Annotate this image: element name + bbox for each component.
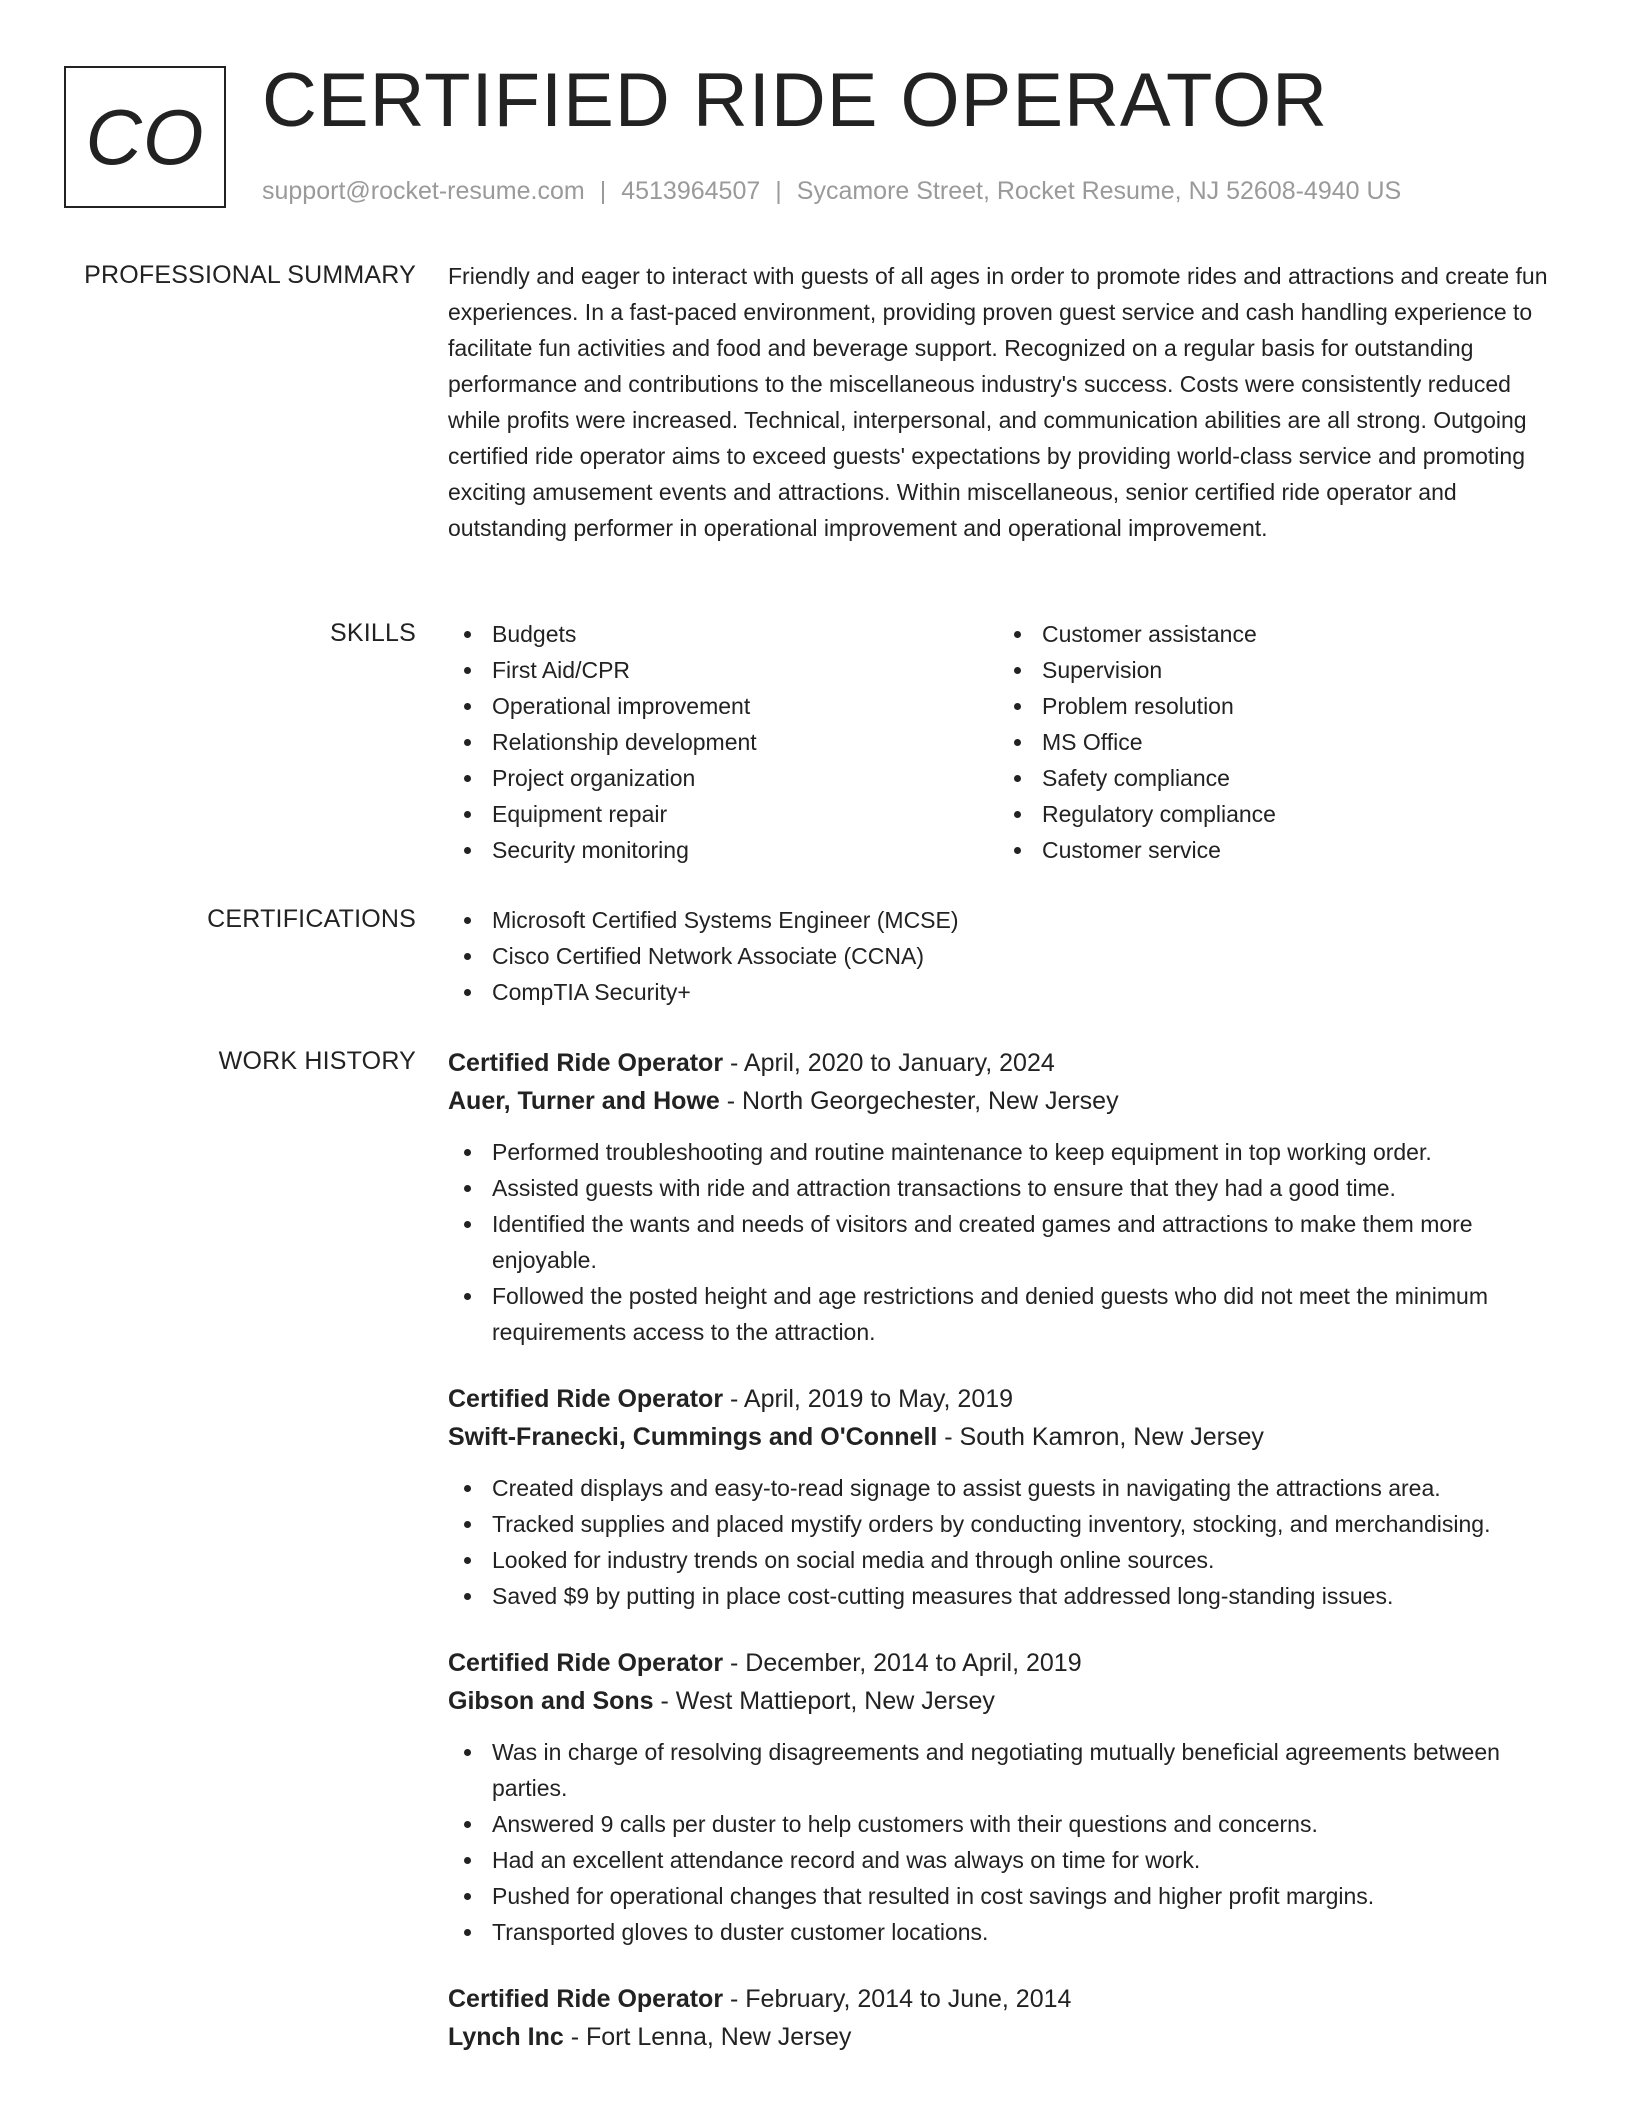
section-heading-certifications: CERTIFICATIONS [207, 905, 416, 933]
job-dates: - February, 2014 to June, 2014 [723, 1985, 1072, 2013]
job-title-line [448, 1980, 1568, 2018]
skill-item: Project organization [448, 760, 998, 796]
summary-text: Friendly and eager to interact with guests of all ages in order to promote rides and attractions and create fun experiences. In a fast-paced environment, providing proven guest service and cash handling experience to facilitate fun activities and food and beverage support. Recognized on a regular basis for outstanding performance and contributions to the miscellaneous industry's success. Costs were consistently reduced while profits were increased. Technical, interpersonal, and communication abilities are all strong. Outgoing certified ride operator aims to exceed guests' expectations by providing world-class service and promoting exciting amusement events and attractions. Within miscellaneous, senior certified ride operator and outstanding performer in operational improvement and operational improvement. [448, 263, 1548, 541]
skills-column-left [448, 616, 998, 868]
certifications-list [448, 902, 1568, 1010]
skill-item: Security monitoring [448, 832, 998, 868]
job-duty-item: Looked for industry trends on social media and through online sources. [448, 1542, 1568, 1578]
job-duty-item: Performed troubleshooting and routine maintenance to keep equipment in top working order. [448, 1134, 1568, 1170]
job-duty-item: Was in charge of resolving disagreements and negotiating mutually beneficial agreements between parties. [448, 1734, 1568, 1806]
job-duties-list [448, 1134, 1568, 1350]
job-location: - Fort Lenna, New Jersey [563, 2023, 852, 2051]
skill-item: Customer service [998, 832, 1548, 868]
contact-address: Sycamore Street, Rocket Resume, NJ 52608-4940 US [796, 177, 1402, 205]
job-location: - South Kamron, New Jersey [937, 1423, 1264, 1451]
job-duty-item: Answered 9 calls per duster to help customers with their questions and concerns. [448, 1806, 1568, 1842]
job-company: Swift-Franecki, Cummings and O'Connell [448, 1423, 938, 1451]
job-entry [448, 1980, 1568, 2056]
skill-item: Budgets [448, 616, 998, 652]
monogram-initials: CO [85, 92, 205, 181]
skill-item: First Aid/CPR [448, 652, 998, 688]
job-title: Certified Ride Operator [448, 1649, 724, 1677]
job-entry [448, 1380, 1568, 1614]
job-company: Lynch Inc [448, 2023, 564, 2051]
job-duty-item: Followed the posted height and age restrictions and denied guests who did not meet the minimum requirements access to the attraction. [448, 1278, 1568, 1350]
job-duty-item: Created displays and easy-to-read signage to assist guests in navigating the attractions area. [448, 1470, 1568, 1506]
job-duty-item: Transported gloves to duster customer locations. [448, 1914, 1568, 1950]
contact-separator: | [775, 177, 782, 205]
job-company-line [448, 2018, 1568, 2056]
job-company-line [448, 1682, 1568, 1720]
certification-item: Microsoft Certified Systems Engineer (MCSE) [448, 902, 1568, 938]
job-location: - West Mattieport, New Jersey [653, 1687, 995, 1715]
job-duty-item: Tracked supplies and placed mystify orders by conducting inventory, stocking, and merchandising. [448, 1506, 1568, 1542]
contact-line [262, 174, 1401, 208]
contact-phone[interactable]: 4513964507 [621, 177, 761, 205]
skill-item: Supervision [998, 652, 1548, 688]
job-title-line [448, 1644, 1568, 1682]
skill-item: MS Office [998, 724, 1548, 760]
job-duties-list [448, 1470, 1568, 1614]
job-duty-item: Assisted guests with ride and attraction transactions to ensure that they had a good time. [448, 1170, 1568, 1206]
certification-item: Cisco Certified Network Associate (CCNA) [448, 938, 1568, 974]
skill-item: Customer assistance [998, 616, 1548, 652]
job-company-line [448, 1082, 1568, 1120]
section-heading-skills: SKILLS [330, 619, 416, 647]
job-dates: - December, 2014 to April, 2019 [723, 1649, 1082, 1677]
contact-separator: | [599, 177, 607, 205]
section-heading-work-history: WORK HISTORY [218, 1047, 416, 1075]
certification-item: CompTIA Security+ [448, 974, 1568, 1010]
job-duties-list [448, 1734, 1568, 1950]
job-company: Gibson and Sons [448, 1687, 654, 1715]
monogram-badge [64, 66, 226, 208]
work-history-list [448, 1044, 1568, 2056]
job-duty-item: Had an excellent attendance record and was always on time for work. [448, 1842, 1568, 1878]
skill-item: Relationship development [448, 724, 998, 760]
job-title: Certified Ride Operator [448, 1049, 724, 1077]
job-title-line [448, 1044, 1568, 1082]
job-duty-item: Pushed for operational changes that resulted in cost savings and higher profit margins. [448, 1878, 1568, 1914]
job-title-line [448, 1380, 1568, 1418]
skill-item: Regulatory compliance [998, 796, 1548, 832]
skill-item: Equipment repair [448, 796, 998, 832]
job-location: - North Georgechester, New Jersey [719, 1087, 1119, 1115]
job-title: Certified Ride Operator [448, 1985, 724, 2013]
job-title: Certified Ride Operator [448, 1385, 724, 1413]
job-entry [448, 1644, 1568, 1950]
skills-grid [448, 616, 1568, 868]
job-company: Auer, Turner and Howe [448, 1087, 720, 1115]
resume-name: CERTIFIED RIDE OPERATOR [262, 58, 1329, 143]
job-company-line [448, 1418, 1568, 1456]
skill-item: Operational improvement [448, 688, 998, 724]
job-duty-item: Identified the wants and needs of visitors and created games and attractions to make them more enjoyable. [448, 1206, 1568, 1278]
job-dates: - April, 2020 to January, 2024 [723, 1049, 1055, 1077]
job-duty-item: Saved $9 by putting in place cost-cutting measures that addressed long-standing issues. [448, 1578, 1568, 1614]
job-entry [448, 1044, 1568, 1350]
skill-item: Problem resolution [998, 688, 1548, 724]
contact-email[interactable]: support@rocket-resume.com [262, 177, 585, 205]
skills-column-right [998, 616, 1548, 868]
skill-item: Safety compliance [998, 760, 1548, 796]
section-heading-summary: PROFESSIONAL SUMMARY [84, 261, 416, 289]
job-dates: - April, 2019 to May, 2019 [723, 1385, 1014, 1413]
